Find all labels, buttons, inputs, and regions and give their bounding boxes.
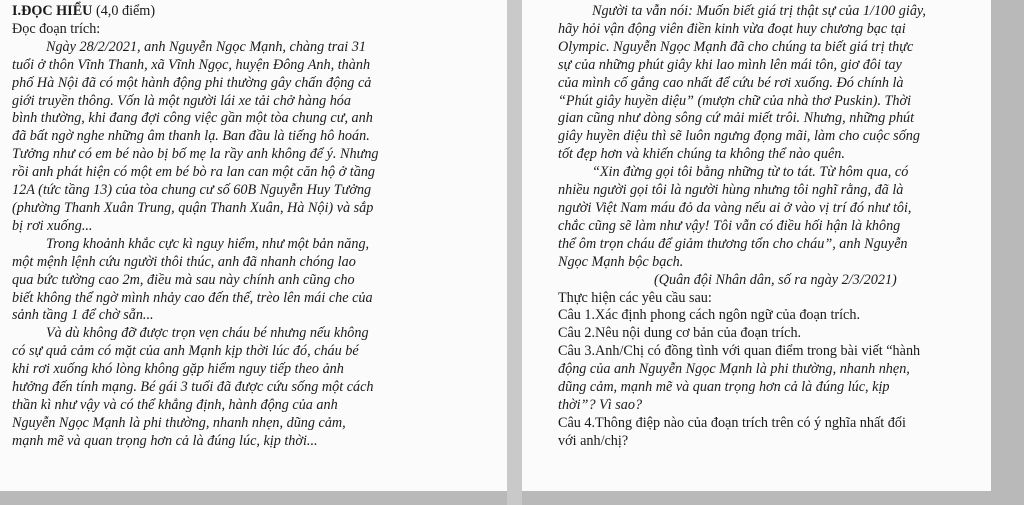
right-text-line: Câu 1.Xác định phong cách ngôn ngữ của đoạn trích. [558, 307, 860, 324]
right-text-line: “Xin đừng gọi tôi bằng những từ to tát. Từ hôm qua, có [592, 164, 909, 181]
right-text-line: với anh/chị? [558, 432, 629, 449]
right-text-line: thời”? Vì sao? [558, 396, 643, 413]
left-text-line: qua bức tường cao 2m, điều mà sau này chính anh cũng cho [12, 271, 355, 288]
right-text-line: Người ta vẫn nói: Muốn biết giá trị thật sự của 1/100 giây, [592, 3, 926, 19]
left-text-line: Tưởng như có em bé nào bị bố mẹ la rầy anh không để ý. Nhưng [12, 146, 379, 163]
section-heading-title: I.ĐỌC HIỂU [12, 3, 93, 19]
right-text-line: hãy hỏi vận động viên điền kinh vừa đoạt huy chương bạc tại [558, 20, 906, 37]
right-text-line: “Phút giây huyền diệu” (mượn chữ của nhà thơ Puskin). Thời [558, 92, 912, 109]
right-text-line: Câu 4.Thông điệp nào của đoạn trích trên có ý nghĩa nhất đối [558, 414, 906, 431]
left-text-line: Nguyễn Ngọc Mạnh là phi thường, nhanh nhẹn, dũng cảm, [12, 414, 346, 431]
left-text-line: sảnh tầng 1 để chờ sẵn... [12, 307, 154, 324]
right-text-line: Olympic. Nguyễn Ngọc Mạnh đã cho chúng ta biết giá trị thực [558, 38, 914, 55]
left-text-line: hưởng đến tính mạng. Bé gái 3 tuổi đã được cứu sống một cách [12, 379, 374, 396]
left-passage [12, 39, 499, 451]
left-text-line: đã bất ngờ nghe những âm thanh lạ. Ban đầu là tiếng hô hoán. [12, 128, 370, 145]
left-text-line: Trong khoảnh khắc cực kì nguy hiểm, như một bản năng, [46, 235, 370, 252]
left-text-line: bị rơi xuống... [12, 217, 93, 234]
left-text-line: một mệnh lệnh cứu người thôi thúc, anh đã nhanh chóng lao [12, 253, 356, 270]
right-text-line: Thực hiện các yêu cầu sau: [558, 289, 712, 306]
right-page [522, 0, 991, 491]
page-gutter [507, 0, 522, 505]
left-page [0, 0, 507, 491]
right-text-line: dũng cảm, mạnh mẽ và quan trọng hơn cả là đúng lúc, kịp [558, 379, 890, 396]
right-passage [558, 3, 983, 451]
left-text-line: 12A (tức tầng 13) của tòa chung cư số 60B Nguyễn Huy Tưởng [12, 182, 372, 199]
right-text-line: Câu 2.Nêu nội dung cơ bản của đoạn trích. [558, 325, 802, 342]
right-text-line: Ngọc Mạnh bộc bạch. [558, 253, 684, 270]
left-text-line: giới truyền thông. Vốn là một người lái xe tải chở hàng hóa [12, 92, 351, 109]
reading-intro: Đọc đoạn trích: [12, 20, 101, 37]
right-text-line: của mình cố gắng cao nhất để cứu bé rơi xuống. Đó chính là [558, 74, 904, 91]
right-text-line: thể ôm trọn cháu để giảm thương tổn cho cháu”, anh Nguyễn [558, 235, 908, 252]
section-heading-score: (4,0 điểm) [92, 3, 156, 19]
right-text-line: động của anh Nguyễn Ngọc Mạnh là phi thường, nhanh nhẹn, [558, 361, 910, 378]
left-text-line: rồi anh phát hiện có một em bé bò ra lan can một căn hộ ở tầng [12, 164, 376, 181]
right-text-line: gian cũng như dòng sông cứ mải miết trôi. Nhưng, những phút [558, 110, 915, 127]
left-text-line: mạnh mẽ và quan trọng hơn cả là đúng lúc, kịp thời... [12, 432, 318, 449]
left-text-line: thần kì như vậy và có thể khẳng định, hành động của anh [12, 396, 338, 413]
left-text-line: phố Hà Nội đã có một hành động phi thường gây chấn động cả [12, 74, 372, 91]
left-text-line: biết không thể ngờ mình nhảy cao đến thế, trèo lên mái che của [12, 289, 373, 306]
right-text-line: sự của những phút giây khi lao mình lên mái tôn, giơ đôi tay [558, 56, 902, 73]
left-text-line: Ngày 28/2/2021, anh Nguyễn Ngọc Mạnh, chàng trai 31 [46, 38, 366, 55]
right-text-line: nhiều người gọi tôi là người hùng nhưng tôi nghĩ rằng, đã là [558, 182, 904, 199]
right-text-line: chắc cũng sẽ làm như vậy! Tôi vẫn có điều hối hận là không [558, 217, 901, 234]
right-text-line: Câu 3.Anh/Chị có đồng tình với quan điểm trong bài viết “hành [558, 343, 921, 360]
left-text-line: bình thường, khi đang đợi công việc gần một tòa chung cư, anh [12, 110, 373, 127]
left-text-line: (phường Thanh Xuân Trung, quận Thanh Xuân, Hà Nội) và sắp [12, 199, 374, 216]
left-text-line: có sự quả cảm có mặt của anh Mạnh kịp thời lúc đó, cháu bé [12, 343, 359, 360]
right-text-line: tốt đẹp hơn và khiến chúng ta không thể nào quên. [558, 146, 845, 163]
right-text-line: giây huyền diệu thì sẽ luôn ngưng đọng mãi, làm cho cuộc sống [558, 128, 920, 145]
left-text-line: tuổi ở thôn Vĩnh Thanh, xã Vĩnh Ngọc, huyện Đông Anh, thành [12, 56, 371, 73]
right-text-line: người Việt Nam máu đỏ da vàng nếu ai ở vào vị trí đó như tôi, [558, 199, 912, 216]
left-text-line: khi rơi xuống khó lòng không gặp hiểm nguy tiếp theo ảnh [12, 361, 344, 378]
right-text-line: (Quân đội Nhân dân, số ra ngày 2/3/2021) [654, 271, 897, 288]
left-text-line: Và dù không đỡ được trọn vẹn cháu bé nhưng nếu không [46, 325, 369, 342]
section-heading [12, 3, 499, 21]
